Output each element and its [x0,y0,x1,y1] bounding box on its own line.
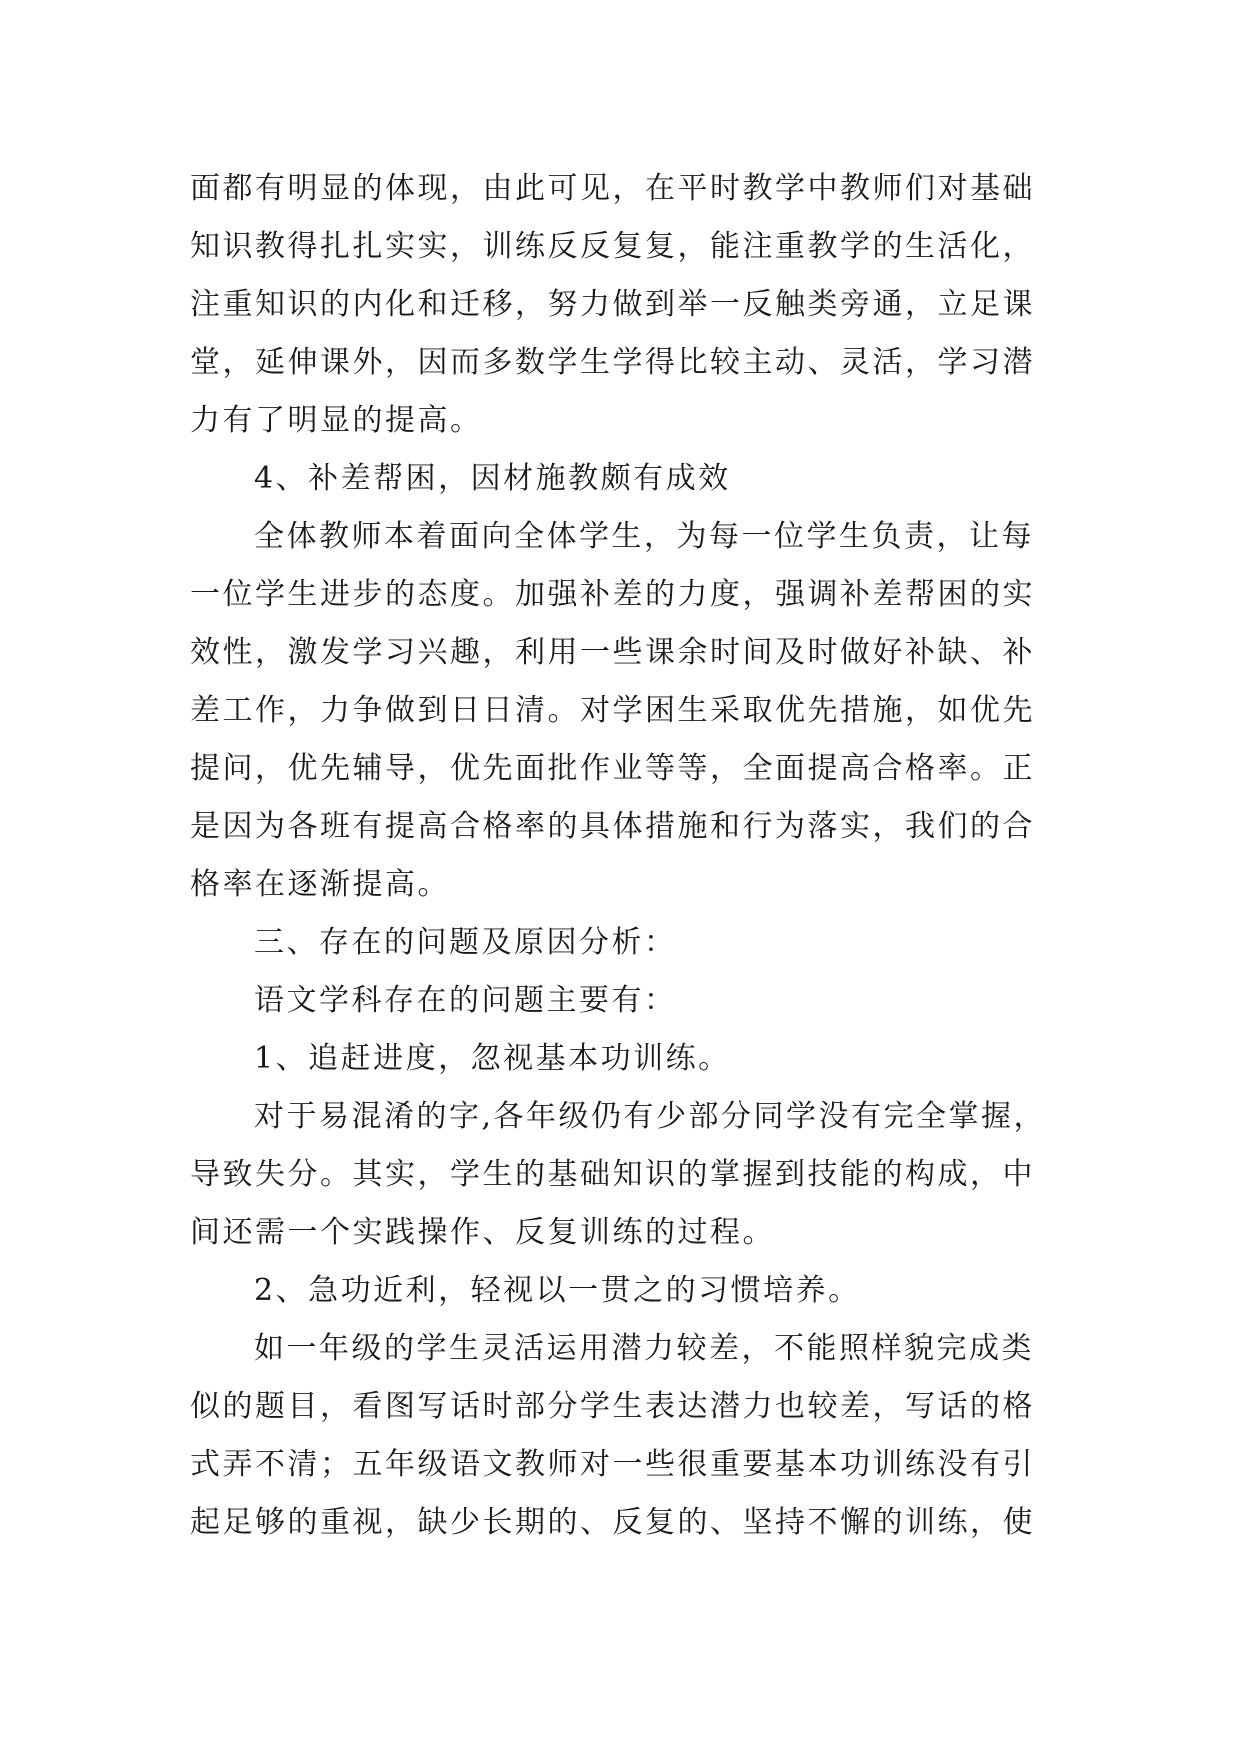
body-text-line: 差工作，力争做到日日清。对学困生采取优先措施，如优先 [190,693,1035,728]
body-text-line: 导致失分。其实，学生的基础知识的掌握到技能的构成，中 [190,1157,1035,1192]
section-heading: 2、急功近利，轻视以一贯之的习惯培养。 [254,1273,861,1308]
body-text-line: 知识教得扎扎实实，训练反反复复，能注重教学的生活化， [190,229,1035,264]
section-heading: 1、追赶进度，忽视基本功训练。 [254,1041,731,1076]
body-text-line: 是因为各班有提高合格率的具体措施和行为落实，我们的合 [190,809,1035,844]
body-text-line: 注重知识的内化和迁移，努力做到举一反触类旁通，立足课 [190,287,1035,322]
body-text-line: 语文学科存在的问题主要有： [254,983,677,1018]
body-text-line: 间还需一个实践操作、反复训练的过程。 [190,1215,775,1250]
body-text-line: 如一年级的学生灵活运用潜力较差，不能照样貌完成类 [254,1331,1034,1366]
section-heading: 4、补差帮困，因材施教颇有成效 [254,461,731,496]
body-text-line: 起足够的重视，缺少长期的、反复的、坚持不懈的训练，使 [190,1505,1035,1540]
body-text-line: 一位学生进步的态度。加强补差的力度，强调补差帮困的实 [190,577,1035,612]
body-text-line: 面都有明显的体现，由此可见，在平时教学中教师们对基础 [190,171,1035,206]
body-text-line: 全体教师本着面向全体学生，为每一位学生负责，让每 [254,519,1034,554]
section-heading: 三、存在的问题及原因分析： [254,925,677,960]
body-text-line: 格率在逐渐提高。 [190,867,450,902]
body-text-line: 效性，激发学习兴趣，利用一些课余时间及时做好补缺、补 [190,635,1035,670]
body-text-line: 力有了明显的提高。 [190,403,483,438]
body-text-line: 堂，延伸课外，因而多数学生学得比较主动、灵活，学习潜 [190,345,1035,380]
body-text-line: 式弄不清；五年级语文教师对一些很重要基本功训练没有引 [190,1447,1035,1482]
body-text-line: 对于易混淆的字,各年级仍有少部分同学没有完全掌握， [254,1099,1047,1134]
body-text-line: 提问，优先辅导，优先面批作业等等，全面提高合格率。正 [190,751,1035,786]
body-text-line: 似的题目，看图写话时部分学生表达潜力也较差，写话的格 [190,1389,1035,1424]
